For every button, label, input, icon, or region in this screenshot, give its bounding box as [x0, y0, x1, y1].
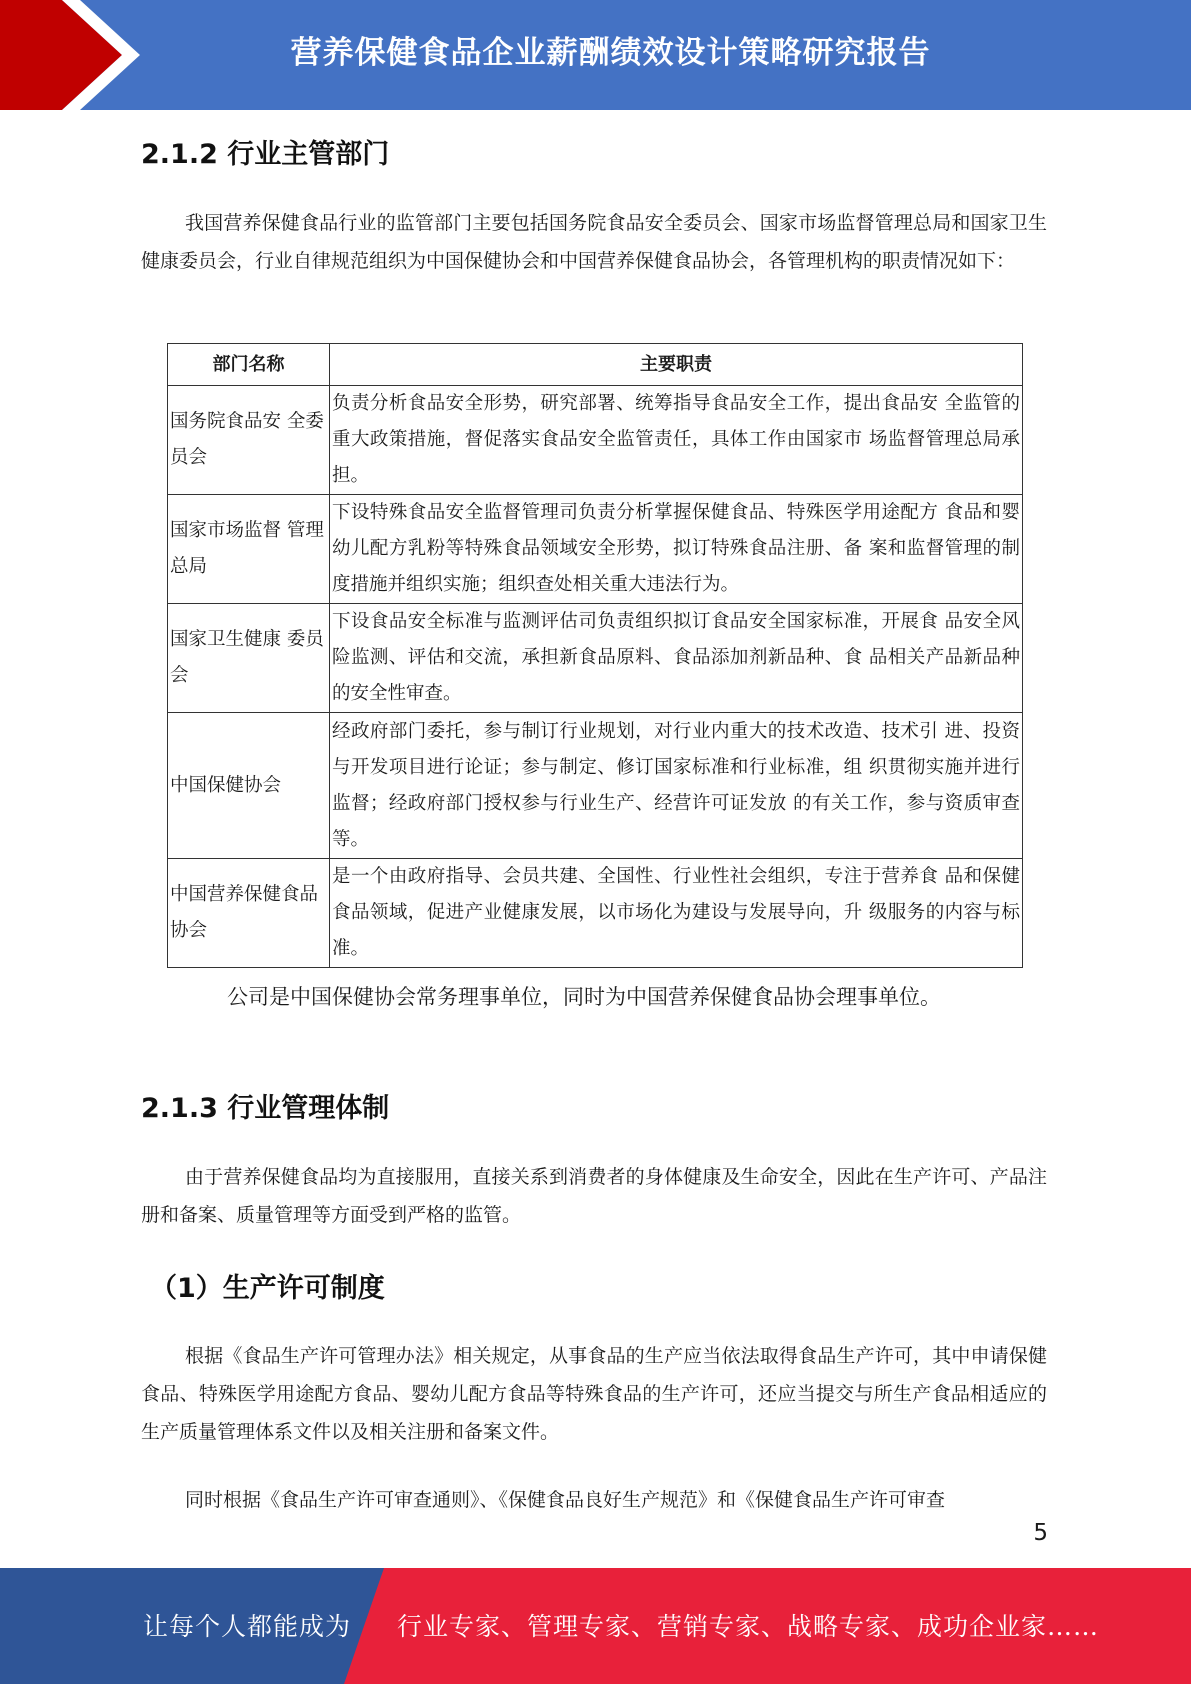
table-header-row — [168, 344, 1023, 386]
table-row — [168, 386, 1023, 495]
section-heading-2-1-2: 2.1.2 行业主管部门 — [141, 139, 390, 170]
production-license-para-1: 根据《食品生产许可管理办法》相关规定，从事食品的生产应当依法取得食品生产许可，其中申请保健食品、特殊医学用途配方食品、婴幼儿配方食品等特殊食品的生产许可，还应当提交与所生产食品相适应的生产质量管理体系文件以及相关注册和备案文件。 — [141, 1345, 1047, 1443]
table-row — [168, 713, 1023, 859]
section-2-1-2-intro: 我国营养保健食品行业的监管部门主要包括国务院食品安全委员会、国家市场监督管理总局和国家卫生健康委员会，行业自律规范组织为中国保健协会和中国营养保健食品协会，各管理机构的职责情况如下： — [141, 212, 1047, 272]
column-header-dept-name: 部门名称 — [168, 344, 330, 386]
production-license-para-2: 同时根据《食品生产许可审查通则》、《保健食品良好生产规范》和《保健食品生产许可审查 — [185, 1489, 946, 1511]
table-row — [168, 859, 1023, 968]
dept-name-cell: 国家市场监督 管理总局 — [168, 495, 330, 604]
dept-name-cell: 中国营养保健食品协会 — [168, 859, 330, 968]
section-heading-2-1-3: 2.1.3 行业管理体制 — [141, 1093, 390, 1124]
footer-slogan-left: 让每个人都能成为 — [143, 1612, 352, 1641]
column-header-main-duty: 主要职责 — [330, 344, 1023, 386]
report-title: 营养保健食品企业薪酬绩效设计策略研究报告 — [290, 35, 931, 71]
dept-name-cell: 国家卫生健康 委员会 — [168, 604, 330, 713]
table-row — [168, 495, 1023, 604]
footer-slogan-right: 行业专家、管理专家、营销专家、战略专家、成功企业家…… — [397, 1612, 1100, 1641]
dept-duty-cell: 下设特殊食品安全监督管理司负责分析掌握保健食品、特殊医学用途配方 食品和婴幼儿配方乳粉等特殊食品领域安全形势，拟订特殊食品注册、备 案和监督管理的制度措施并组织实施；组织查处相关重大违法行为。 — [330, 495, 1023, 604]
dept-name-cell: 中国保健协会 — [168, 713, 330, 859]
page-header — [0, 0, 1191, 110]
dept-name-cell: 国务院食品安 全委员会 — [168, 386, 330, 495]
subsection-heading-production-license: （1）生产许可制度 — [150, 1273, 385, 1304]
page-footer — [0, 1568, 1191, 1684]
dept-duty-cell: 下设食品安全标准与监测评估司负责组织拟订食品安全国家标准，开展食 品安全风险监测、评估和交流，承担新食品原料、食品添加剂新品种、食 品相关产品新品种的安全性审查。 — [330, 604, 1023, 713]
dept-duty-cell: 经政府部门委托，参与制订行业规划，对行业内重大的技术改造、技术引 进、投资与开发项目进行论证；参与制定、修订国家标准和行业标准，组 织贯彻实施并进行监督；经政府部门授权参与行业生产、经营许可证发放 的有关工作，参与资质审查等。 — [330, 713, 1023, 859]
dept-duty-cell: 负责分析食品安全形势，研究部署、统筹指导食品安全工作，提出食品安 全监管的重大政策措施，督促落实食品安全监管责任，具体工作由国家市 场监督管理总局承担。 — [330, 386, 1023, 495]
section-2-1-3-intro: 由于营养保健食品均为直接服用，直接关系到消费者的身体健康及生命安全，因此在生产许可、产品注册和备案、质量管理等方面受到严格的监管。 — [141, 1166, 1047, 1226]
membership-note: 公司是中国保健协会常务理事单位，同时为中国营养保健食品协会理事单位。 — [227, 985, 941, 1009]
dept-duty-cell: 是一个由政府指导、会员共建、全国性、行业性社会组织，专注于营养食 品和保健食品领域，促进产业健康发展，以市场化为建设与发展导向，升 级服务的内容与标准。 — [330, 859, 1023, 968]
page-number: 5 — [1033, 1520, 1048, 1546]
regulator-duty-table — [167, 343, 1023, 968]
table-row — [168, 604, 1023, 713]
